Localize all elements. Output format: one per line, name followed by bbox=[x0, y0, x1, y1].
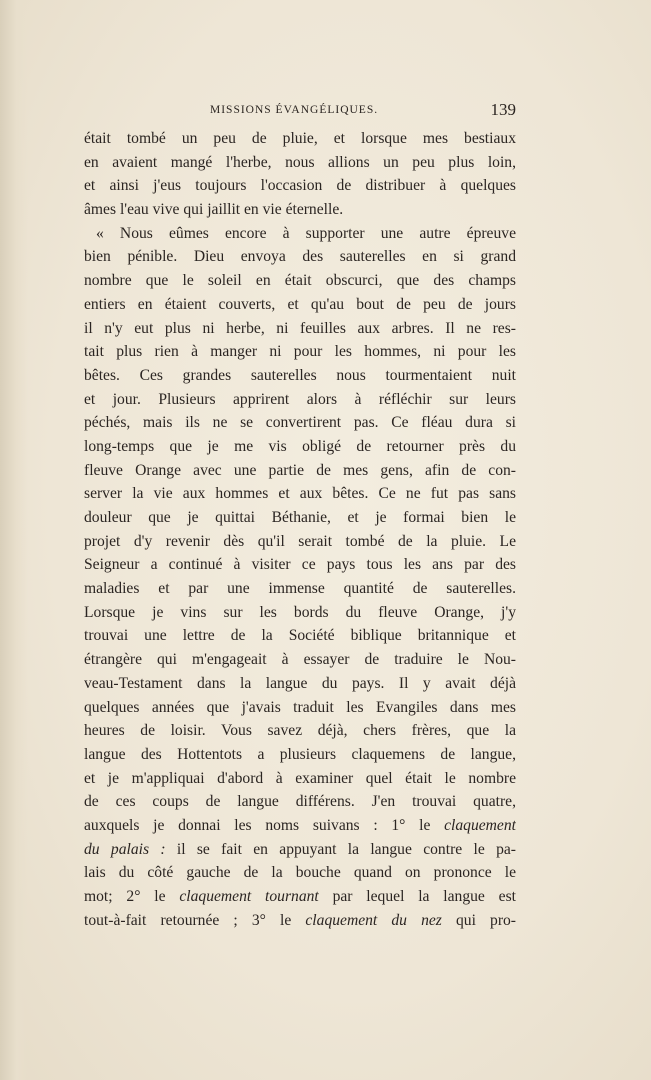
text-line: Seigneur a continué à visiter ce pays tous les ans par des bbox=[84, 556, 516, 574]
text-line: maladies et par une immense quantité de sauterelles. bbox=[84, 580, 516, 598]
body-text bbox=[84, 127, 516, 932]
text-line: en avaient mangé l'herbe, nous allions un peu plus loin, bbox=[84, 153, 516, 171]
text-line: server la vie aux hommes et aux bêtes. Ce ne fut pas sans bbox=[84, 485, 516, 503]
text-line: âmes l'eau vive qui jaillit en vie éternelle. bbox=[84, 201, 344, 219]
text-line: lais du côté gauche de la bouche quand on prononce le bbox=[84, 864, 516, 882]
text-line: veau-Testament dans la langue du pays. Il y avait déjà bbox=[84, 674, 516, 692]
text-line: douleur que je quittai Béthanie, et je formai bien le bbox=[84, 509, 516, 526]
italic-term: claquement du nez bbox=[305, 911, 442, 929]
text-segment: qui pro- bbox=[441, 911, 516, 929]
text-line: était tombé un peu de pluie, et lorsque mes bestiaux bbox=[84, 130, 516, 147]
text-line: quelques années que j'avais traduit les Evangiles dans mes bbox=[84, 698, 516, 716]
text-line: trouvai une lettre de la Société biblique britannique et bbox=[84, 627, 516, 645]
text-line: et ainsi j'eus toujours l'occasion de distribuer à quelques bbox=[84, 177, 516, 195]
text-line: fleuve Orange avec une partie de mes gens, afin de con- bbox=[84, 461, 516, 479]
text-line bbox=[84, 909, 516, 933]
text-line: de ces coups de langue différens. J'en trouvai quatre, bbox=[84, 793, 516, 811]
text-segment: auxquels je donnai les noms suivans : 1° le bbox=[84, 816, 431, 834]
text-line: bien pénible. Dieu envoya des sauterelles en si grand bbox=[84, 248, 516, 266]
text-line: heures de loisir. Vous savez déjà, chers frères, que la bbox=[84, 722, 516, 740]
text-line: bêtes. Ces grandes sauterelles nous tourmentaient nuit bbox=[84, 366, 516, 384]
text-segment: il se fait en appuyant la langue contre le pa- bbox=[165, 840, 516, 858]
page-number: 139 bbox=[490, 100, 516, 119]
text-line: tait plus rien à manger ni pour les hommes, ni pour les bbox=[84, 343, 516, 361]
text-line: « Nous eûmes encore à supporter une autre épreuve bbox=[96, 224, 516, 242]
page-binding-shadow bbox=[0, 0, 28, 1080]
text-line: entiers en étaient couverts, et qu'au bout de peu de jours bbox=[84, 295, 516, 313]
text-line: il n'y eut plus ni herbe, ni feuilles aux arbres. Il ne res- bbox=[84, 319, 516, 337]
italic-term: claquement bbox=[444, 816, 516, 834]
italic-term: du palais : bbox=[84, 840, 166, 858]
text-line: Lorsque je vins sur les bords du fleuve Orange, j'y bbox=[84, 603, 516, 621]
running-head: MISSIONS ÉVANGÉLIQUES. bbox=[210, 104, 379, 116]
text-segment: mot; 2° le bbox=[84, 888, 166, 905]
text-line: long-temps que je me vis obligé de retourner près du bbox=[84, 437, 516, 455]
text-segment: tout-à-fait retournée ; 3° le bbox=[84, 911, 292, 929]
text-line: nombre que le soleil en était obscurci, que des champs bbox=[84, 272, 516, 290]
italic-term: claquement tournant bbox=[179, 888, 319, 905]
text-line: et jour. Plusieurs apprirent alors à réfléchir sur leurs bbox=[84, 390, 516, 408]
text-line: étrangère qui m'engageait à essayer de traduire le Nou- bbox=[84, 651, 516, 669]
page-header bbox=[84, 100, 516, 126]
text-line: projet d'y revenir dès qu'il serait tombé de la pluie. Le bbox=[84, 532, 516, 550]
text-line: et je m'appliquai d'abord à examiner quel était le nombre bbox=[84, 769, 516, 787]
text-line: péchés, mais ils ne se convertirent pas. Ce fléau dura si bbox=[84, 414, 516, 432]
text-line bbox=[84, 885, 516, 909]
text-line bbox=[84, 838, 516, 862]
text-segment: par lequel la langue est bbox=[318, 888, 516, 905]
text-line: langue des Hottentots a plusieurs claquemens de langue, bbox=[84, 745, 516, 763]
text-line bbox=[84, 814, 516, 838]
